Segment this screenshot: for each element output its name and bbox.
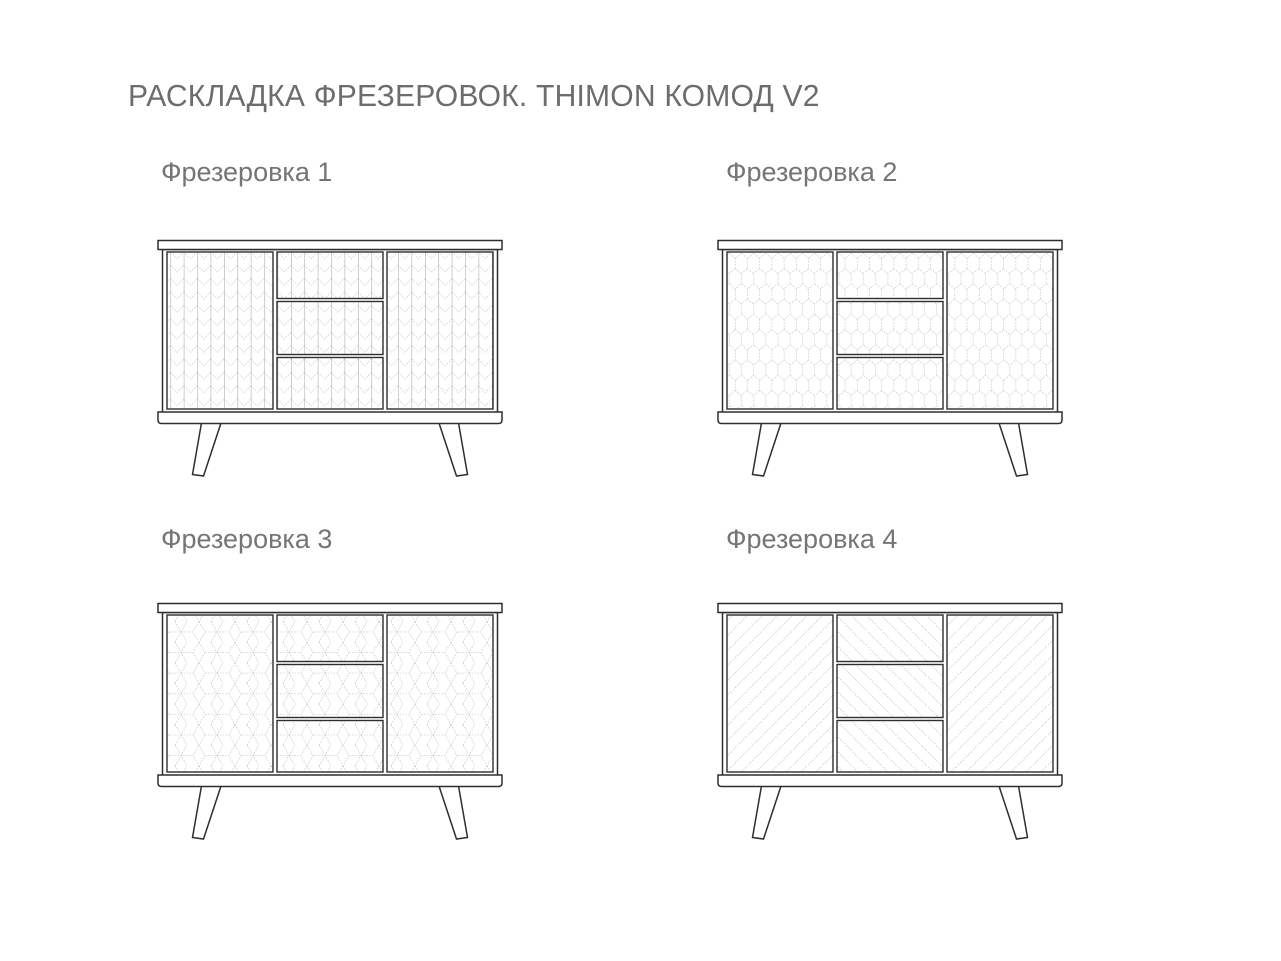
top-board — [718, 241, 1062, 250]
drawer-top — [837, 615, 943, 662]
door-right — [947, 615, 1053, 772]
variant-label-4: Фрезеровка 4 — [726, 524, 898, 554]
door-left — [727, 252, 833, 409]
drawer-bottom — [277, 358, 383, 410]
dresser-svg-2 — [717, 238, 1063, 478]
variant-label-3: Фрезеровка 3 — [161, 524, 333, 554]
leg-left — [753, 420, 783, 476]
leg-right — [438, 420, 468, 476]
door-left — [727, 615, 833, 772]
top-board — [718, 604, 1062, 613]
leg-right — [438, 783, 468, 839]
drawer-bottom — [837, 358, 943, 410]
dresser-svg-1 — [157, 238, 503, 478]
drawer-bottom — [837, 721, 943, 773]
leg-right — [998, 783, 1028, 839]
plinth — [718, 775, 1062, 787]
plinth — [158, 775, 502, 787]
leg-right — [998, 420, 1028, 476]
leg-left — [193, 783, 223, 839]
dresser-drawing-4 — [717, 601, 1063, 841]
dresser-svg-3 — [157, 601, 503, 841]
door-left — [167, 615, 273, 772]
top-board — [158, 604, 502, 613]
dresser-drawing-3 — [157, 601, 503, 841]
door-right — [387, 252, 493, 409]
drawer-middle — [277, 665, 383, 718]
door-left — [167, 252, 273, 409]
variant-label-1: Фрезеровка 1 — [161, 157, 333, 187]
plinth — [718, 412, 1062, 424]
drawer-top — [277, 252, 383, 299]
drawer-middle — [837, 665, 943, 718]
drawer-bottom — [277, 721, 383, 773]
page-title: РАСКЛАДКА ФРЕЗЕРОВОК. THIMON КОМОД V2 — [128, 78, 820, 113]
door-right — [387, 615, 493, 772]
drawer-middle — [277, 302, 383, 355]
drawer-top — [837, 252, 943, 299]
variant-label-2: Фрезеровка 2 — [726, 157, 898, 187]
drawer-middle — [837, 302, 943, 355]
dresser-drawing-2 — [717, 238, 1063, 478]
door-right — [947, 252, 1053, 409]
dresser-drawing-1 — [157, 238, 503, 478]
drawer-top — [277, 615, 383, 662]
leg-left — [753, 783, 783, 839]
top-board — [158, 241, 502, 250]
plinth — [158, 412, 502, 424]
leg-left — [193, 420, 223, 476]
dresser-svg-4 — [717, 601, 1063, 841]
